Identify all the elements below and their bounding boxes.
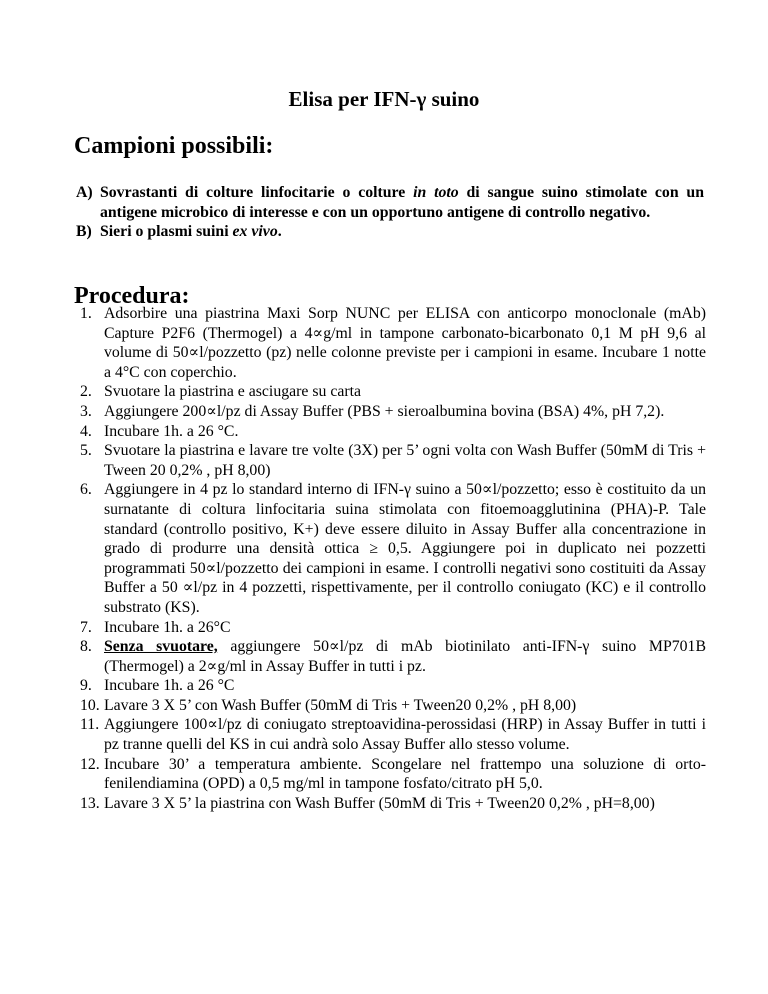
step-number: 10. [80, 696, 100, 714]
step-text: Incubare 1h. a 26 °C. [104, 422, 239, 440]
sample-text: Sieri o plasmi suini ex vivo. [100, 223, 282, 240]
step-text: Svuotare la piastrina e lavare tre volte (3X) per 5’ ogni volta con Wash Buffer (50mM di Tris + Tween 20 0,2% , pH 8,00) [104, 442, 706, 479]
step-number: 3. [80, 402, 92, 420]
procedure-step-1 [80, 304, 706, 382]
sample-text: Sovrastanti di colture linfocitarie o colture in toto di sangue suino stimolate con un antigene microbico di interesse e con un opportuno antigene di controllo negativo. [100, 184, 705, 221]
step-number: 1. [80, 305, 92, 322]
step-text: Adsorbire una piastrina Maxi Sorp NUNC per ELISA con anticorpo monoclonale (mAb) Capture P2F6 (Thermogel) a 4∝g/ml in tampone carbonato-bicarbonato 0,1 M pH 9,6 al volume di 50∝l/pozzetto (pz) nelle colonne previste per i campioni in esame. Incubare 1 notte a 4°C con coperchio. [104, 305, 706, 381]
step-number: 11. [80, 716, 100, 734]
step-text: Incubare 30’ a temperatura ambiente. Scongelare nel frattempo una soluzione di orto-fenilendiamina (OPD) a 0,5 mg/ml in tampone fosfato/citrato pH 5,0. [104, 755, 706, 793]
procedure-step-3 [80, 402, 706, 422]
sample-label: A) [76, 184, 93, 201]
document-title: Elisa per IFN-γ suino [288, 87, 480, 111]
step-text: Svuotare la piastrina e asciugare su carta [104, 383, 362, 401]
procedure-step-8 [80, 637, 706, 676]
step-text: Lavare 3 X 5’ la piastrina con Wash Buffer (50mM di Tris + Tween20 0,2% , pH=8,00) [104, 794, 655, 812]
procedure-step-9 [80, 676, 706, 696]
procedure-heading: Procedura: [74, 283, 190, 309]
step-emphasis: Senza svuotare, [104, 638, 218, 656]
step-number: 7. [80, 618, 92, 636]
procedure-step-5 [80, 441, 706, 480]
sample-item-b [76, 222, 704, 242]
procedure-step-6 [80, 480, 706, 617]
procedure-step-2 [80, 382, 706, 402]
procedure-step-4 [80, 422, 706, 442]
procedure-step-7 [80, 618, 706, 638]
step-number: 6. [80, 481, 92, 499]
step-number: 13. [80, 794, 100, 812]
step-text: Aggiungere in 4 pz lo standard interno di IFN-γ suino a 50∝l/pozzetto; esso è costituito da un surnatante di coltura linfocitaria suina stimolata con fitoemoagglutinina (PHA)-P. Tale standard (controllo positivo, K+) deve essere diluito in Assay Buffer alla concentrazione in grado di produrre una densità ottica ≥ 0,5. Aggiungere poi in duplicato nei pozzetti programmati 50∝l/pozzetto dei campioni in esame. I controlli negativi sono costituiti da Assay Buffer a 50 ∝l/pz in 4 pozzetti, rispettivamente, per il controllo coniugato (KC) e il controllo substrato (KS). [104, 481, 706, 616]
step-number: 9. [80, 677, 92, 695]
step-number: 2. [80, 383, 92, 401]
step-text: Aggiungere 200∝l/pz di Assay Buffer (PBS + sieroalbumina bovina (BSA) 4%, pH 7,2). [104, 402, 665, 420]
step-text: Aggiungere 100∝l/pz di coniugato streptoavidina-perossidasi (HRP) in Assay Buffer in tutti i pz tranne quelli del KS in cui andrà solo Assay Buffer allo stesso volume. [104, 716, 706, 754]
step-text: Lavare 3 X 5’ con Wash Buffer (50mM di Tris + Tween20 0,2% , pH 8,00) [104, 696, 577, 714]
procedure-step-10 [80, 696, 706, 716]
step-number: 5. [80, 442, 92, 460]
sample-label: B) [76, 223, 92, 240]
step-text: Incubare 1h. a 26°C [104, 618, 231, 636]
step-number: 12. [80, 755, 100, 773]
procedure-step-13 [80, 794, 706, 814]
step-text: Senza svuotare, aggiungere 50∝l/pz di mAb biotinilato anti-IFN-γ suino MP701B (Thermogel) a 2∝g/ml in Assay Buffer in tutti i pz. [104, 638, 706, 675]
samples-heading: Campioni possibili: [74, 133, 274, 159]
samples-list [76, 183, 704, 242]
sample-item-a [76, 183, 704, 222]
step-number: 8. [80, 638, 92, 656]
procedure-list [80, 304, 706, 813]
procedure-step-12 [80, 755, 706, 794]
step-text: Incubare 1h. a 26 °C [104, 677, 235, 695]
procedure-step-11 [80, 715, 706, 754]
step-number: 4. [80, 422, 92, 440]
